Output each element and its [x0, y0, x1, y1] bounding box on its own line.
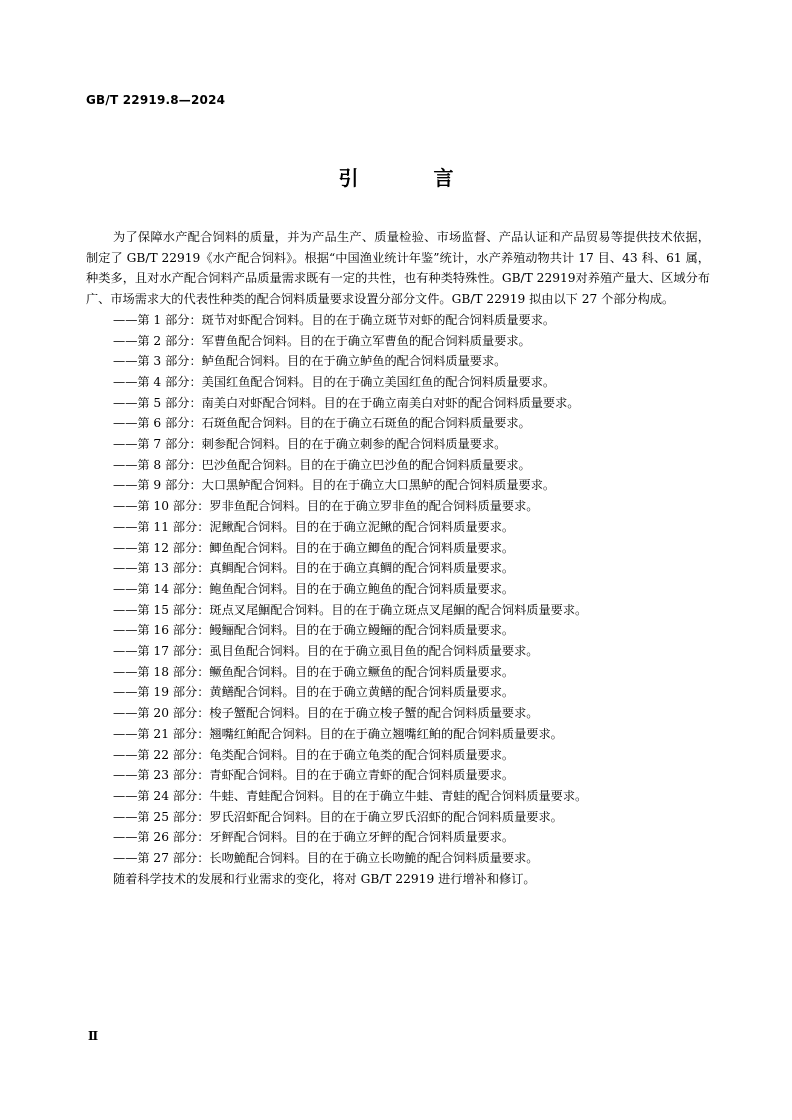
part-list-item: ——第 23 部分：青虾配合饲料。目的在于确立青虾的配合饲料质量要求。: [113, 768, 515, 783]
part-list-item: ——第 10 部分：罗非鱼配合饲料。目的在于确立罗非鱼的配合饲料质量要求。: [113, 499, 539, 514]
part-list-item: ——第 13 部分：真鲷配合饲料。目的在于确立真鲷的配合饲料质量要求。: [113, 561, 515, 576]
page-number: Ⅱ: [88, 1029, 99, 1043]
part-list-item: ——第 11 部分：泥鳅配合饲料。目的在于确立泥鳅的配合饲料质量要求。: [113, 519, 515, 534]
part-list-item: ——第 5 部分：南美白对虾配合饲料。目的在于确立南美白对虾的配合饲料质量要求。: [113, 395, 580, 410]
part-list-item: ——第 22 部分：龟类配合饲料。目的在于确立龟类的配合饲料质量要求。: [113, 747, 515, 762]
part-list-item: ——第 14 部分：鲍鱼配合饲料。目的在于确立鲍鱼的配合饲料质量要求。: [113, 581, 515, 596]
part-list-item: ——第 19 部分：黄鳝配合饲料。目的在于确立黄鳝的配合饲料质量要求。: [113, 685, 515, 700]
part-list-item: ——第 7 部分：刺参配合饲料。目的在于确立刺参的配合饲料质量要求。: [113, 437, 507, 452]
part-list-item: ——第 4 部分：美国红鱼配合饲料。目的在于确立美国红鱼的配合饲料质量要求。: [113, 374, 556, 389]
part-list-item: ——第 20 部分：梭子蟹配合饲料。目的在于确立梭子蟹的配合饲料质量要求。: [113, 706, 539, 721]
part-list-item: ——第 6 部分：石斑鱼配合饲料。目的在于确立石斑鱼的配合饲料质量要求。: [113, 416, 531, 431]
standard-code: GB/T 22919.8—2024: [86, 93, 226, 107]
part-list-item: ——第 9 部分：大口黑鲈配合饲料。目的在于确立大口黑鲈的配合饲料质量要求。: [113, 478, 556, 493]
part-list-item: ——第 8 部分：巴沙鱼配合饲料。目的在于确立巴沙鱼的配合饲料质量要求。: [113, 457, 531, 472]
part-list-item: ——第 16 部分：鳗鲡配合饲料。目的在于确立鳗鲡的配合饲料质量要求。: [113, 623, 515, 638]
part-list-item: ——第 21 部分：翘嘴红鲌配合饲料。目的在于确立翘嘴红鲌的配合饲料质量要求。: [113, 726, 563, 741]
closing-paragraph: 随着科学技术的发展和行业需求的变化，将对 GB/T 22919 进行增补和修订。: [113, 871, 536, 886]
part-list-item: ——第 17 部分：虱目鱼配合饲料。目的在于确立虱目鱼的配合饲料质量要求。: [113, 644, 539, 659]
parts-list: [86, 310, 710, 869]
part-list-item: ——第 3 部分：鲈鱼配合饲料。目的在于确立鲈鱼的配合饲料质量要求。: [113, 354, 507, 369]
part-list-item: ——第 1 部分：斑节对虾配合饲料。目的在于确立斑节对虾的配合饲料质量要求。: [113, 312, 556, 327]
page-title: 引 言: [338, 166, 488, 190]
part-list-item: ——第 15 部分：斑点叉尾鮰配合饲料。目的在于确立斑点叉尾鮰的配合饲料质量要求。: [113, 602, 588, 617]
part-list-item: ——第 26 部分：牙鲆配合饲料。目的在于确立牙鲆的配合饲料质量要求。: [113, 830, 515, 845]
intro-paragraph: 为了保障水产配合饲料的质量，并为产品生产、质量检验、市场监督、产品认证和产品贸易等提供技术依据，制定了 GB/T 22919《水产配合饲料》。根据“中国渔业统计年鉴”统计，水产养殖动物共计 17 目、43 科、61 属，种类多，且对水产配合饲料产品质量需求既有一定的共性，也有种类特殊性。GB/T 22919对养殖产量大、区域分布广、市场需求大的代表性种类的配合饲料质量要求设置分部分文件。GB/T 22919 拟由以下 27 个部分构成。: [86, 230, 710, 307]
part-list-item: ——第 24 部分：牛蛙、青蛙配合饲料。目的在于确立牛蛙、青蛙的配合饲料质量要求。: [113, 788, 588, 803]
part-list-item: ——第 18 部分：鳜鱼配合饲料。目的在于确立鳜鱼的配合饲料质量要求。: [113, 664, 515, 679]
document-body: [86, 227, 710, 890]
part-list-item: ——第 12 部分：鲫鱼配合饲料。目的在于确立鲫鱼的配合饲料质量要求。: [113, 540, 515, 555]
part-list-item: ——第 27 部分：长吻鮠配合饲料。目的在于确立长吻鮠的配合饲料质量要求。: [113, 851, 539, 866]
part-list-item: ——第 25 部分：罗氏沼虾配合饲料。目的在于确立罗氏沼虾的配合饲料质量要求。: [113, 809, 563, 824]
part-list-item: ——第 2 部分：军曹鱼配合饲料。目的在于确立军曹鱼的配合饲料质量要求。: [113, 333, 531, 348]
